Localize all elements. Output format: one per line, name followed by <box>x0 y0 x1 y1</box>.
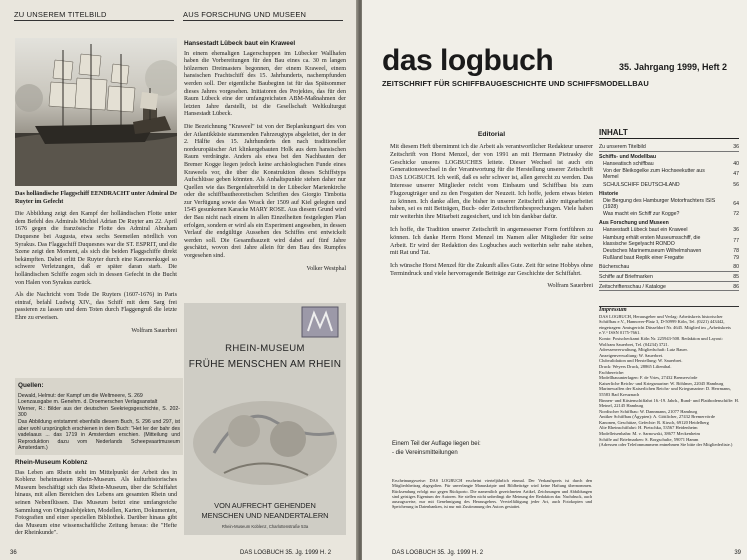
issue-info: 35. Jahrgang 1999, Heft 2 <box>618 62 727 72</box>
toc-row <box>599 168 739 181</box>
page-number-right: 39 <box>734 550 741 556</box>
impressum-line: Clubvalidation und Herstellung: W. Sauerbrei. <box>599 358 683 364</box>
impressum-line: Modelleisenbahn: M. v. Sarnowski, 38677 Meckenheim <box>599 431 700 437</box>
toc-row <box>599 151 739 160</box>
poster-headline-2: FRÜHE MENSCHEN AM RHEIN <box>188 359 342 370</box>
toc-entry-page: 47 <box>733 171 739 178</box>
toc-entry-page: 77 <box>733 237 739 244</box>
toc-entry-page <box>721 151 739 160</box>
editorial-title: Editorial <box>477 131 506 138</box>
toc-row <box>599 189 739 198</box>
magazine-logo: das logbuch <box>382 44 554 77</box>
title-image-paragraph-2: Als die Nachricht vom Tode De Ruyters (1607-1676) in Paris eintraf, befahl Ludwig XIV., das Schiff mit dem Sarg frei passieren zu lassen und dem Toten durch Flaggengruß die letzte Ehre zu erweisen. <box>15 292 177 321</box>
editorial-author: Wolfram Sauerbrei <box>547 282 593 289</box>
impressum-line: Alte Rheinschiffahrt: H. Pietschka, 53567 Heidenheim <box>599 425 698 431</box>
section-header-title-image: ZU UNSEREM TITELBILD <box>14 10 174 21</box>
hansestadt-paragraph-1: In einem ehemaligen Lagerschuppen im Lübecker Wallhafen haben die Vorbereitungen für den Bau eines ca. 30 m langen hölzernen Dreimasters begonnen, der einem Kraweel, einem hansischen Frachtschiff des 15. Jahrhunderts, nachempfunden werden soll. Der eigentliche Baubeginn ist für das Spätsommer dieses Jahres vorgesehen. Initiatoren des Projektes, das für den Raum Lübeck eine der umfangreichsten ABM-Maßnahmen der letzten Jahre darstellt, ist die Gesellschaft Weltkulturgut Hansestadt Lübeck. <box>184 50 346 118</box>
toc-row <box>599 255 739 262</box>
toc-entry-label: Hanseatisch schiffbau <box>603 161 654 168</box>
toc-entry-label: Bücherschau <box>599 262 721 271</box>
toc-entry-page: 72 <box>733 211 739 218</box>
toc-entry-label: Die Bergung des Hamburger Motorfrachters ISIS (1928) <box>603 197 716 210</box>
impressum-line: Fachbereiche: <box>599 369 625 375</box>
folio-right: DAS LOGBUCH 35. Jg. 1999 H. 2 <box>392 550 484 556</box>
editorial <box>390 131 593 291</box>
title-image-paragraph-1: Die Abbildung zeigt den Kampf der holländischen Flotte unter dem Befehl des Admirals Michiel Adrian De Ruyter am 22. April 1676 gegen die französische Flotte des Admiral Abraham Duquesne bei Augusta, etwa sechs Seemeilen nördlich von Syrakus. Das Flaggschiff Duquesnes war die ST. ESPRIT, und die Szene zeigt den Moment, als sich die beiden Flaggschiffe direkt bekämpften. Dabei erlitt De Ruyter durch eine Kanonenkugel so schwere Verletzungen, daß er später daran starb. Die holländischen Schiffe zogen sich in dessen Gefecht in die Bucht von Halen von Syrakus zurück. <box>15 211 177 286</box>
magazine-subtitle: ZEITSCHRIFT FÜR SCHIFFBAUGESCHICHTE UND SCHIFFSMODELLBAU <box>382 79 649 88</box>
museum-poster <box>184 303 346 535</box>
impressum-line: Marinewaffen der Kaiserlichen Reichs- und Kriegsmarine: D. Herrmann, 55583 Bad Kreuznach <box>599 386 731 397</box>
museum-koblenz-title: Rhein-Museum Koblenz <box>15 459 88 466</box>
toc-row <box>599 262 739 271</box>
toc-entry-page: 64 <box>733 200 739 207</box>
toc-row <box>599 247 739 254</box>
impressum-line: Modellbauunterlagen: F. de Vries, 27432 Bremervörde <box>599 375 698 381</box>
sources-line: Loenzausgabe m. Genehm. d. Droemerschen Verlagsanstalt <box>18 399 158 406</box>
toc-row <box>599 160 739 167</box>
sources-line: Das Abbildung entstammt ebenfalls diesem Buch, S. 296 und 297, ist aber wohl ursprünglich erschienen in dem Buch: "Het Ier der bahr des vadelaaus ... das 1719 in Amsterdam erschien. (Mitteilung und Reproduktion dazu vom Nederlands Scheepvaartmuseum Amsterdam.) <box>18 418 180 452</box>
editorial-paragraph-3: Ich wünsche Horst Menzel für die Zukunft alles Gute. Zeit für seine Hobbys ohne Termindruck und viele hervorragende Beiträge zur Geschichte der Schiffahrt. <box>390 262 593 277</box>
toc-entry-label: Deutsches Marinemuseum Wilhelmshaven <box>603 248 702 255</box>
toc-row <box>599 197 739 210</box>
toc-entry-label: SCHULSCHIFF DEUTSCHLAND <box>603 181 680 188</box>
toc-row <box>599 211 739 218</box>
inserts-note <box>392 440 481 458</box>
impressum-line: Schiffe auf Briefmarken: S. Borgschulte, 59071 Hamm <box>599 436 699 442</box>
toc-entry-page: 80 <box>721 262 739 271</box>
toc-row <box>599 281 739 291</box>
impressum-title: Impressum <box>599 306 739 314</box>
impressum-line: DAS LOGBUCH, Herausgeber und Verlag: Arbeitskreis historischer Schiffbau e.V., Hannover-Platz 3, D-50999 Köln, Tel. (0221) 443442, eingetragen: Amtsgericht Düsseldorf Nr. 4645. Mitglied im „Arbeitskreis e.V.“ ISSN 0175-7661. <box>599 313 731 336</box>
toc-entry-page: 36 <box>733 227 739 234</box>
page-number-left: 36 <box>10 550 17 556</box>
impressum <box>599 306 739 448</box>
toc-entry-label: Was macht ein Schiff zur Kogge? <box>603 211 680 218</box>
impressum-line: Druck: Weyers Druck, 28865 Lilienthal. <box>599 363 672 369</box>
right-page <box>362 0 747 560</box>
toc-row <box>599 271 739 281</box>
toc-entry-label: Hansestadt Lübeck baut ein Kraweel <box>603 227 688 234</box>
toc-entry-page <box>721 218 739 227</box>
toc-entry-label: Zu unserem Titelbild <box>599 142 721 151</box>
impressum-line: Nordischer Schiffbau: W. Dannmann, 21077 Hamburg <box>599 408 698 414</box>
toc-entry-label: Schiffe auf Briefmarken <box>599 271 721 281</box>
toc-table <box>599 142 739 291</box>
ship-painting-illustration <box>15 38 177 186</box>
toc-row <box>599 181 739 188</box>
sources-title: Quellen: <box>18 382 44 389</box>
fine-print: Erscheinungsweise: DAS LOGBUCH erscheint vierteljährlich einmal. Der Verkaufspreis ist durch den Mitgliedsbeitrag abgegolten. Für unverlangte Manuskripte und Bildbeiträge wird keine Haftung übernommen. Rücksendung erfolgt nur gegen Rückporto. Die namentlich gezeichneten Artikel, Zeichnungen und Abbildungen sind geistiges Eigentum der Autoren. Sie stellen nicht unbedingt die Meinung der Redaktion dar. Nachdruck, auch auszugsweise, nur mit Genehmigung des Herausgebers. Vervielfältigung jeder Art, auch Fotokopien und Speicherung in Datenbanken, ist nur mit Zustimmung des Autors gestattet. <box>392 478 592 510</box>
inserts-note-line: Einem Teil der Auflage liegen bei: <box>392 441 481 447</box>
toc-entry-page: 36 <box>721 142 739 151</box>
poster-footnote: Rhein-Museum Koblenz, Charlottenstraße 53a <box>221 524 309 529</box>
impressum-line: Kanonen, Geschütze, Gefechte: R. Kirsch, 69120 Heidelberg <box>599 419 709 425</box>
sources-line: Werner, R.: Bilder aus der deutschen Seekriegsgeschichte, S. 202-300 <box>18 405 180 419</box>
impressum-line: Konto: Postscheckamt Köln Nr. 225943-508. Redaktion und Layout: Wolfram Sauerbrei, Tel. (04234) 3721. <box>599 335 723 347</box>
toc-entry-page: 86 <box>721 281 739 291</box>
toc-row <box>599 142 739 151</box>
hansestadt-paragraph-2: Die Bezeichnung "Kraweel" ist von der Beplankungsart des von der Atlantikküste stammenden Fahrzeugtyps abgeleitet, der in der 2. Hälfte des 15. Jahrhunderts den nach traditioneller nordeuropäischer Art klinkergebauten Holk aus dem hansischen Raum verdrängte. Anders als etwa bei den Nachbauten der Bremer Kogge liegen jedoch keine archäologischen Funde eines Kraweels vor, die über die Konstruktion dieses Schiffstyps Aufschlüsse geben könnten. Als Anhaltspunkte stehen daher nur Quellen wie das Bergenfahrerbild in der Lübecker Marienkirche oder die schiffbautheoretischen Schriften des Giorgio Timbotta zur Verfügung sowie das Wrack der 1509 auf Kiel gelegten und 1545 gesunkenen Karacke MARY ROSE. Aus diesem Grund wird der Bau nicht nach einem in allen Einzelheiten festgelegten Plan erfolgen, sondern er wird als ein Experiment angesehen, in dessen Verlauf die endgültige Aussehen des Schiffes erst entwickelt werden soll. Die Gesamtbauzeit wird dabei auf fünf Jahre geschätzt, wovon drei Jahre allein für den Bau des Rumpfes vorgesehen sind. <box>184 123 346 260</box>
toc-entry-label: Zeitschriftenschau / Kataloge <box>599 281 721 291</box>
toc-entry-label: Schiffs- und Modellbau <box>599 153 657 160</box>
poster-headline-1: RHEIN-MUSEUM <box>225 343 305 354</box>
toc-entry-page: 40 <box>733 161 739 168</box>
toc-entry-label: Rußland baut Replik einer Fregatte <box>603 255 684 262</box>
impressum-line: Binnen- und Küstenschiffahrt 16.-19. Jahrh., Rund- und Plattbodenschiffe: H. Meinel, 22145 Hamburg <box>599 397 739 409</box>
title-image-text <box>15 191 177 335</box>
hansestadt-title: Hansestadt Lübeck baut ein Kraweel <box>184 40 296 47</box>
toc-entry-label: Aus Forschung und Museen <box>599 219 669 226</box>
poster-bottom-2: MENSCHEN UND NEANDERTALERN <box>201 511 329 520</box>
toc-entry-page: 78 <box>733 248 739 255</box>
toc-entry-page: 85 <box>721 271 739 281</box>
folio-left: DAS LOGBUCH 35. Jg. 1999 H. 2 <box>240 550 332 556</box>
toc-row <box>599 218 739 227</box>
toc-row <box>599 227 739 234</box>
left-page <box>0 0 358 560</box>
toc-entry-label: Historie <box>599 190 619 197</box>
title-image-caption: Das holländische Flaggschiff EENDRACHT unter Admiral De Ruyter im Gefecht <box>15 191 177 205</box>
sources-box <box>15 378 183 455</box>
section-header-research: AUS FORSCHUNG UND MUSEEN <box>183 10 343 21</box>
ship-painting <box>15 38 177 186</box>
toc-entry-label: Von der Bleikogelke zum Hochseekutter aus Memel <box>603 168 705 181</box>
toc-row <box>599 234 739 247</box>
museum-koblenz-article <box>15 457 177 543</box>
table-of-contents <box>599 128 739 291</box>
editorial-paragraph-1: Mit diesem Heft übernimmt ich die Arbeit als verantwortlicher Redakteur unserer Zeitschrift von Horst Menzel, der von 1991 an mit Hermann Pietrasky die Geschicke unseres LOGBUCHES leitete. Dieser Wechsel ist auch ein Generationswechsel in der Verantwortung für die Herstellung unserer Zeitschrift DAS LOGBUCH. Ich weiß, daß es sehr schwer ist, allen gerecht zu werden. Das Interesse unserer Mitglieder reicht vom Einbaum und Schiffbau bis zum Flugzeugträger und zu den Fregatten der Neuzeit. Ich hoffe, jedem etwas bieten zu können. Ich danke allen, die bisher in unserer Zeitschrift aktiv mitgearbeitet haben, sei es mit Beiträgen, Buch- oder Zeitschriftenbesprechungen. Viele haben mir weiterhin ihre Mitarbeit zugesichert, und ich bin dankbar dafür. <box>390 143 593 221</box>
inserts-note-line: - die Vereinsmitteilungen <box>392 450 458 456</box>
title-image-author: Wolfram Sauerbrei <box>131 327 177 334</box>
impressum-line: Antiker Schiffbau (Ägypten): A. Göttlicher, 27432 Bremervörde <box>599 414 715 420</box>
toc-entry-page: 56 <box>733 181 739 188</box>
hansestadt-author: Volker Westphal <box>306 265 346 272</box>
editorial-body <box>390 143 593 291</box>
impressum-line: (Adressen oder Telefonnummern entnehmen Sie bitte der Mitgliederliste.) <box>599 442 733 448</box>
masthead <box>382 44 727 88</box>
editorial-paragraph-2: Ich hoffe, die Tradition unserer Zeitschrift in angemessener Form fortführen zu können. Ich danke Herrn Horst Menzel im Namen aller Mitglieder für seine Arbeit. Er wird der Redaktion des Logbuches auch weiterhin sehr nahe stehen, mit Rat und Tat. <box>390 225 593 257</box>
toc-entry-page <box>721 189 739 198</box>
museum-koblenz-text: Das Leben am Rhein steht im Mittelpunkt der Arbeit des in Koblenz beheimateten Rhein-Museum. Als kulturhistorisches Museum beschäftigt sich das Rhein-Museum, über die Schiffahrt hinaus, mit allen Bereichen des Lebens am gesamten Rhein und seinen Nebenflüssen. Das Museum beitzt eine umfangreiche Sammlung von Originalobjekten, Modellen, Karten, Dokumenten, Fotografien und einer speziellen Bibliothek. Darüber hinaus gibt das Museum eine wissenschaftliche Zeitung heraus: die "Hefte der Rheinkunde". <box>15 469 177 537</box>
impressum-line: Adressenverwaltung, Mitgliedschaft: Lutz Bauer. <box>599 347 688 353</box>
sources-line: Dewald, Helmut: der Kampf um die Weltmeere, S. 269 <box>18 392 143 399</box>
toc-entry-page: 79 <box>733 255 739 262</box>
toc-title: INHALT <box>599 128 739 139</box>
hansestadt-article <box>184 38 346 273</box>
impressum-line: Kaiserliche Reichs- und Kriegsmarine: W. Böhlmer, 22045 Hamburg <box>599 380 724 386</box>
poster-bottom-1: VON AUFRECHT GEHENDEN <box>214 501 316 510</box>
toc-entry-label: Hamburg erhält ersten Museumsschiff, die klassische Segelyacht RONDO <box>603 234 701 247</box>
impressum-line: Anzeigenverwaltung: W. Sauerbrei. <box>599 352 664 358</box>
